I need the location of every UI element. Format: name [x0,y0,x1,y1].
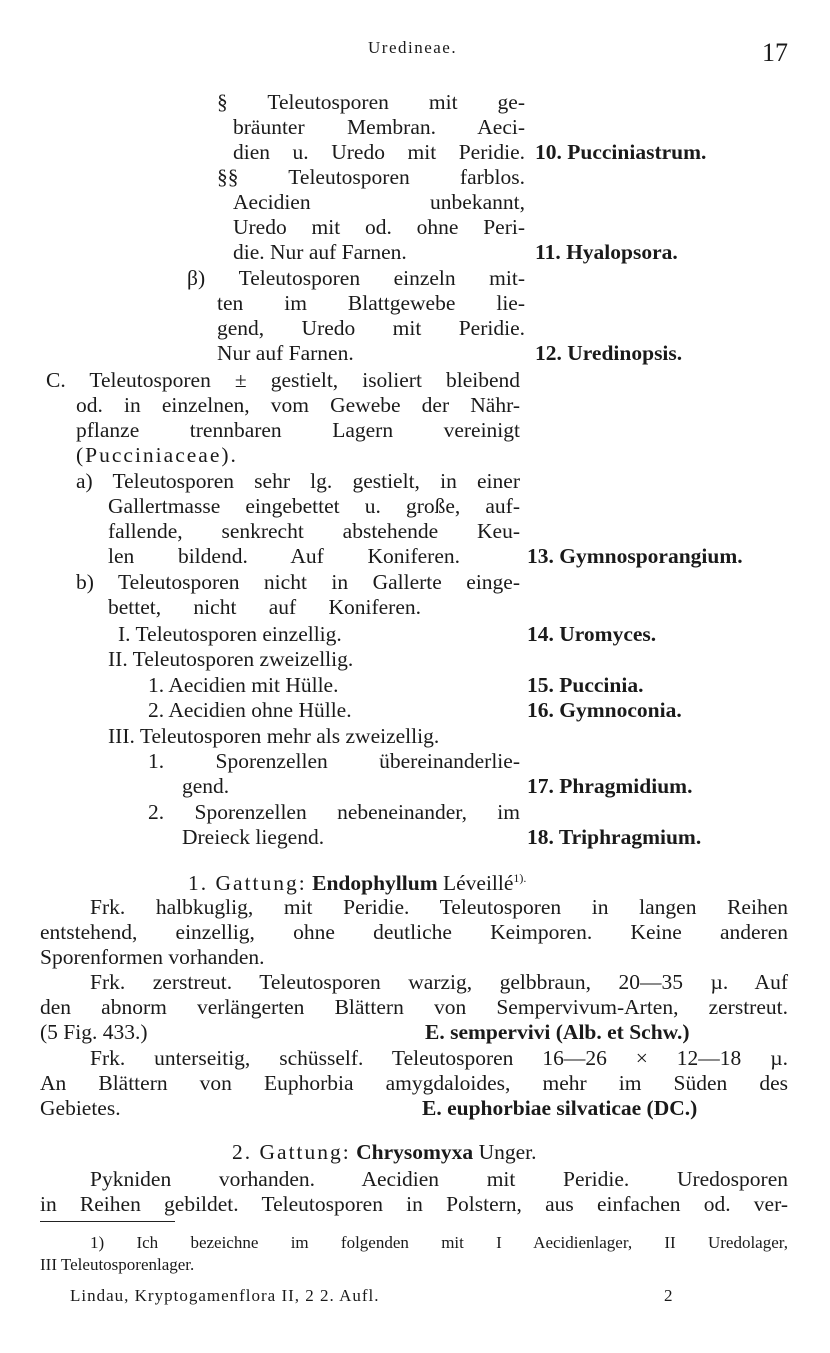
key-line: I. Teleutosporen einzellig. [118,622,342,646]
key-line: bettet, nicht auf Koniferen. [108,595,421,619]
heading-genus: Endophyllum [312,871,438,896]
key-line: 2. Aecidien ohne Hülle. [148,698,352,722]
species-name: E. sempervivi (Alb. et Schw.) [425,1020,690,1044]
key-line: ten im Blattgewebe lie- [217,291,525,315]
key-line: (Pucciniaceae). [76,443,238,467]
running-title: Uredineae. [368,38,458,57]
key-line: a) Teleutosporen sehr lg. gestielt, in einer [76,469,520,493]
key-line: β) Teleutosporen einzeln mit- [187,266,525,290]
heading-author: Léveillé [442,871,514,896]
heading-genus: Chrysomyxa [356,1140,474,1164]
body-line: Frk. zerstreut. Teleutosporen warzig, gelbbraun, 20—35 µ. Auf [90,970,788,994]
key-line: bräunter Membran. Aeci- [233,115,525,139]
key-line: Nur auf Farnen. [217,341,354,365]
key-line: gend. [182,774,230,798]
key-line: 2. Sporenzellen nebeneinander, im [148,800,520,824]
body-line: Sporenformen vorhanden. [40,945,265,969]
genus-heading [232,1140,536,1165]
key-line: fallende, senkrecht abstehende Keu- [108,519,520,543]
genus-entry: 14. Uromyces. [527,622,657,646]
footnote-line: III Teleutosporenlager. [40,1255,195,1274]
genus-entry: 16. Gymnoconia. [527,698,682,722]
key-line: gend, Uredo mit Peridie. [217,316,525,340]
footnote-rule [40,1221,175,1222]
genus-entry: 15. Puccinia. [527,673,644,697]
key-line: die. Nur auf Farnen. [233,240,407,264]
page-number: 17 [762,38,788,67]
heading-prefix: 1. Gattung: [188,871,307,896]
key-line: § Teleutosporen mit ge- [217,90,525,114]
body-line: den abnorm verlängerten Blättern von Sempervivum-Arten, zerstreut. [40,995,788,1019]
key-line: C. Teleutosporen ± gestielt, isoliert bleibend [46,368,520,392]
body-line: (5 Fig. 433.) [40,1020,148,1044]
genus-entry: 12. Uredinopsis. [535,341,683,365]
key-line: §§ Teleutosporen farblos. [217,165,525,189]
footnote-ref: 1). [513,871,527,885]
key-line: III. Teleutosporen mehr als zweizellig. [108,724,440,748]
heading-author: Unger. [478,1140,537,1164]
genus-entry: 13. Gymnosporangium. [527,544,743,568]
heading-prefix: 2. Gattung: [232,1140,351,1164]
body-line: in Reihen gebildet. Teleutosporen in Polstern, aus einfachen od. ver- [40,1192,788,1216]
body-line: Frk. halbkuglig, mit Peridie. Teleutosporen in langen Reihen [90,895,788,919]
genus-entry: 10. Pucciniastrum. [535,140,707,164]
signature-mark: 2 [664,1286,673,1305]
key-line: 1. Aecidien mit Hülle. [148,673,339,697]
body-line: Frk. unterseitig, schüsself. Teleutosporen 16—26 × 12—18 µ. [90,1046,788,1070]
body-line: Gebietes. [40,1096,121,1120]
footer-imprint: Lindau, Kryptogamenflora II, 2 2. Aufl. [70,1286,380,1305]
body-line: entstehend, einzellig, ohne deutliche Keimporen. Keine anderen [40,920,788,944]
footnote-line: 1) Ich bezeichne im folgenden mit I Aecidienlager, II Uredolager, [90,1233,788,1252]
key-line: II. Teleutosporen zweizellig. [108,647,354,671]
key-line: od. in einzelnen, vom Gewebe der Nähr- [76,393,520,417]
key-line: 1. Sporenzellen übereinanderlie- [148,749,520,773]
genus-entry: 17. Phragmidium. [527,774,693,798]
genus-entry: 18. Triphragmium. [527,825,702,849]
key-line: dien u. Uredo mit Peridie. [233,140,525,164]
key-line: Dreieck liegend. [182,825,325,849]
genus-heading [188,866,526,896]
species-name: E. euphorbiae silvaticae (DC.) [422,1096,698,1120]
key-line: Gallertmasse eingebettet u. große, auf- [108,494,520,518]
genus-entry: 11. Hyalopsora. [535,240,678,264]
key-line: Uredo mit od. ohne Peri- [233,215,525,239]
key-line: len bildend. Auf Koniferen. [108,544,460,568]
key-line: pflanze trennbaren Lagern vereinigt [76,418,520,442]
key-line: b) Teleutosporen nicht in Gallerte einge- [76,570,520,594]
body-line: An Blättern von Euphorbia amygdaloides, mehr im Süden des [40,1071,788,1095]
body-line: Pykniden vorhanden. Aecidien mit Peridie. Uredosporen [90,1167,788,1191]
key-line: Aecidien unbekannt, [233,190,525,214]
